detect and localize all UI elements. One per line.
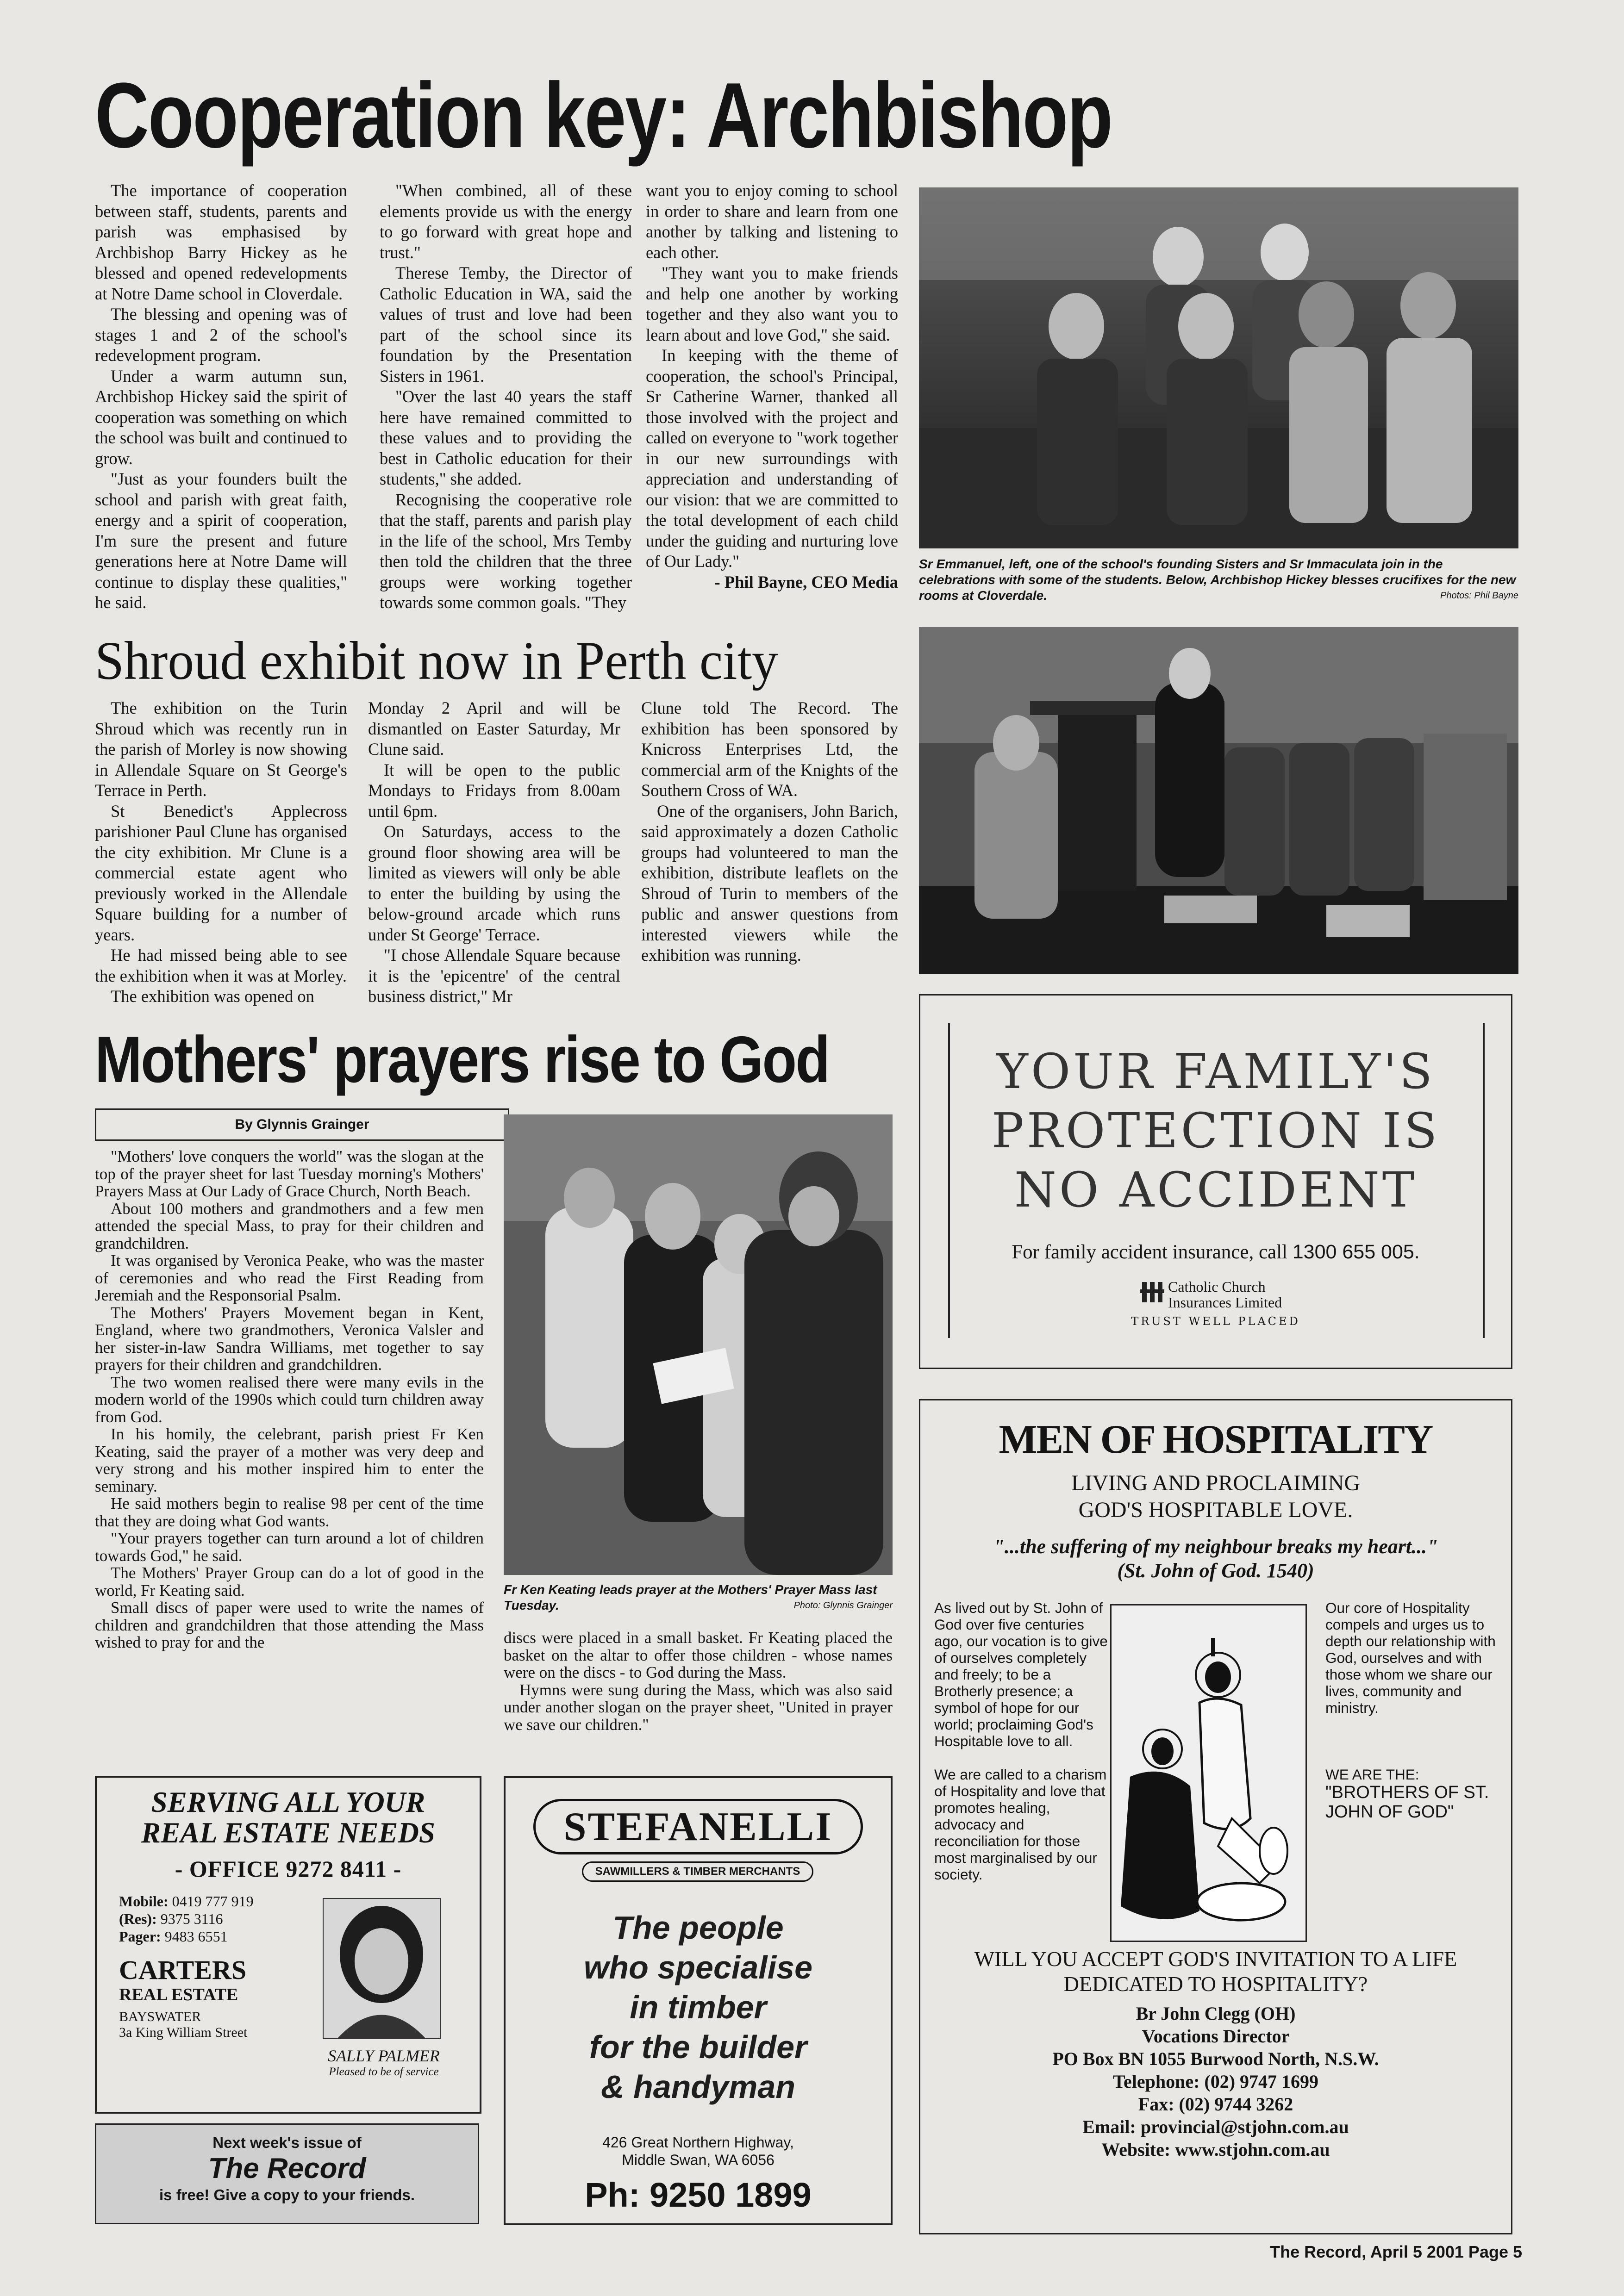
mobile-label: Mobile: [119, 1893, 169, 1910]
ad-insurance-tagline: TRUST WELL PLACED [1131, 1315, 1300, 1328]
ad-re-title [97, 1787, 480, 1848]
ad-insurance[interactable] [919, 994, 1512, 1369]
caption-text: Sr Emmanuel, left, one of the school's founding Sisters and Sr Immaculata join in the celebrations with some of the students. Below, Archbishop Hickey blesses crucifixes for the new rooms at Cloverdale. [919, 557, 1516, 603]
brand-line: Catholic Church [1168, 1278, 1266, 1295]
quote-source: (St. John of God. 1540) [1117, 1559, 1314, 1582]
paragraph: The Mothers' Prayers Movement began in Kent, England, where two grandmothers, Veronica Valsler and her sister-in-law Sandra Williams, met together to say prayers for their children and grandchildren. [95, 1303, 484, 1374]
article3-col1 [95, 1148, 484, 1651]
ad-line: PROTECTION IS [991, 1102, 1440, 1159]
paragraph: Monday 2 April and will be dismantled on Easter Saturday, Mr Clune said. [368, 698, 620, 759]
ad-re-agent [314, 2046, 453, 2078]
brand-line: Insurances Limited [1168, 1294, 1282, 1311]
ad-hosp-invite: WILL YOU ACCEPT GOD'S INVITATION TO A LIFE DEDICATED TO HOSPITALITY? [974, 1947, 1457, 1996]
headline-shroud: Shroud exhibit now in Perth city [95, 630, 778, 691]
ad-insurance-subtext [920, 1241, 1511, 1263]
contact-email[interactable]: Email: provincial@stjohn.com.au [1082, 2116, 1349, 2137]
ad-re-contacts [119, 1892, 254, 1945]
photo-archbishop-image [919, 627, 1518, 974]
photo-credit: Photo: Glynnis Grainger [793, 1600, 893, 1611]
ad-re-address [119, 2009, 247, 2041]
mobile-number[interactable]: 0419 777 919 [172, 1893, 254, 1910]
paragraph: The exhibition on the Turin Shroud which was recently run in the parish of Morley is now showing in Allendale Square on St George's Terrace in Perth. [95, 698, 347, 800]
photo-mothers-image [504, 1114, 893, 1575]
address-line: 426 Great Northern Highway, [602, 2134, 794, 2151]
sub-line: LIVING AND PROCLAIMING [1071, 1471, 1360, 1495]
slogan-line: who specialise [583, 1949, 813, 1985]
text-block: WE ARE THE: [1325, 1766, 1419, 1783]
paragraph: "Your prayers together can turn around a lot of children towards God," he said. [95, 1529, 484, 1565]
ad-insurance-brand [1168, 1279, 1282, 1310]
text-block: Our core of Hospitality compels and urges us to depth our relationship with God, ourselves and with those whom we share our lives, community and ministry. [1325, 1599, 1496, 1716]
phone-number[interactable]: 1300 655 005. [1292, 1241, 1420, 1263]
paragraph: The importance of cooperation between staff, students, parents and parish was emphasised by Archbishop Barry Hickey as he blessed and opened redevelopments at Notre Dame school in Cloverdale. [95, 181, 347, 303]
paragraph: "When combined, all of these elements provide us with the energy to go forward with great hope and trust." [380, 181, 632, 262]
title-line: SERVING ALL YOUR [151, 1786, 425, 1818]
article3-col2 [504, 1629, 893, 1733]
sub-line: GOD'S HOSPITABLE LOVE. [1078, 1498, 1353, 1522]
byline: - Phil Bayne, CEO Media [714, 572, 898, 591]
paragraph: About 100 mothers and grandmothers and a few men attended the special Mass, to pray for their children and grandchildren. [95, 1199, 484, 1252]
paragraph: "Just as your founders built the school and parish with great faith, energy and a spirit of cooperation, I'm sure the present and future generations here at Notre Dame will continue to display these qualities," he said. [95, 469, 347, 612]
ad-line: YOUR FAMILY'S [996, 1043, 1435, 1100]
stefanelli-sub: SAWMILLERS & TIMBER MERCHANTS [582, 1861, 813, 1882]
paragraph: The exhibition was opened on [111, 987, 314, 1006]
paragraph: The blessing and opening was of stages 1 and 2 of the school's redevelopment program. [95, 305, 347, 365]
res-label: (Res): [119, 1910, 157, 1927]
stefanelli-address [506, 2134, 891, 2169]
pager-number[interactable]: 9483 6551 [164, 1928, 228, 1945]
contact-phone[interactable]: Telephone: (02) 9747 1699 [1112, 2071, 1319, 2092]
suburb: BAYSWATER [119, 2009, 201, 2024]
contact-website[interactable]: Website: www.stjohn.com.au [1101, 2139, 1330, 2160]
agent-photo [323, 1898, 441, 2039]
photo-mothers-mass [504, 1114, 893, 1575]
photo-sisters-students [919, 187, 1518, 548]
paragraph: Hymns were sung during the Mass, which was also said under another slogan on the prayer sheet, "United in prayer we save our children." [504, 1680, 893, 1734]
contact-fax: Fax: (02) 9744 3262 [1138, 2094, 1293, 2115]
paragraph: "I chose Allendale Square because it is the 'epicentre' of the central business district," Mr [368, 946, 620, 1006]
ad-line: NO ACCIDENT [1014, 1162, 1418, 1218]
street: 3a King William Street [119, 2025, 248, 2040]
ad-re-brand [119, 1956, 246, 2005]
agent-name: SALLY PALMER [328, 2047, 440, 2065]
contact-role: Vocations Director [1142, 2026, 1290, 2047]
byline: By Glynnis Grainger [235, 1117, 369, 1132]
contact-name: Br John Clegg (OH) [1136, 2003, 1296, 2024]
stefanelli-logo: STEFANELLI [533, 1799, 863, 1854]
stefanelli-slogan [506, 1908, 891, 2107]
ad-hosp-illustration [1110, 1604, 1307, 1942]
stefanelli-phone[interactable]: Ph: 9250 1899 [585, 2176, 812, 2214]
article1-col2 [380, 180, 632, 613]
brand-name: CARTERS [119, 1955, 247, 1985]
ad-hosp-title: MEN OF HOSPITALITY [999, 1417, 1433, 1462]
paragraph: It was organised by Veronica Peake, who was the master of ceremonies and who read the First Reading from Jeremiah and the Responsorial Psalm. [95, 1251, 484, 1304]
paragraph: One of the organisers, John Barich, said approximately a dozen Catholic groups had volunteered to man the exhibition, distribute leaflets on the Shroud of Turin to members of the public and answer questions from interested viewers while the exhibition was running. [641, 801, 898, 964]
st-john-of-god-icon [1112, 1605, 1305, 1941]
paragraph: The Mothers' Prayer Group can do a lot of good in the world, Fr Keating said. [95, 1564, 484, 1599]
slogan-line: in timber [630, 1989, 767, 2025]
promo-record-title: The Record [208, 2153, 366, 2184]
paragraph: discs were placed in a small basket. Fr Keating placed the basket on the altar to offer those children - whose names were on the discs - to God during the Mass. [504, 1629, 893, 1681]
contact-address: PO Box BN 1055 Burwood North, N.S.W. [1052, 2048, 1379, 2069]
promo-line1: Next week's issue of [212, 2134, 362, 2151]
paragraph: He had missed being able to see the exhibition when it was at Morley. [95, 946, 347, 985]
paragraph: Small discs of paper were used to write the names of children and grandchildren that those attending the Mass wished to pray for and the [95, 1599, 484, 1651]
paragraph: It will be open to the public Mondays to Fridays from 8.00am until 6pm. [368, 760, 620, 821]
photo-credit: Photos: Phil Bayne [1440, 591, 1518, 601]
text-block: We are called to a charism of Hospitality and love that promotes healing, advocacy and reconciliation for those most marginalised by our society. [934, 1766, 1107, 1883]
page-footer: The Record, April 5 2001 Page 5 [1270, 2242, 1522, 2261]
text-block: As lived out by St. John of God over five centuries ago, our vocation is to give of ourselves completely and freely; to be a Brotherly presence; a symbol of hope for our world; proclaiming God's Hospitable love to all. [934, 1599, 1108, 1749]
subtext: For family accident insurance, call [1012, 1241, 1293, 1263]
ad-hosp-contact [920, 2002, 1511, 2161]
paragraph: In keeping with the theme of cooperation, the school's Principal, Sr Catherine Warner, thanked all those involved with the project and called on everyone to "work together in our new surroundings with appreciation and understanding of our vision: that we are committed to the total development of each child under the guiding and nurturing love of Our Lady." [646, 346, 898, 571]
ad-hospitality[interactable] [919, 1399, 1512, 2234]
ad-hosp-right-text [1325, 1599, 1504, 1822]
paragraph: Clune told The Record. The exhibition has been sponsored by Knicross Enterprises Ltd, the commercial arm of the Knights of the Southern Cross of WA. [641, 698, 898, 800]
photo-archbishop-blessing [919, 627, 1518, 974]
ad-stefanelli[interactable] [504, 1776, 893, 2225]
headline-mothers-prayers: Mothers' prayers rise to God [95, 1023, 829, 1096]
paragraph: The two women realised there were many evils in the modern world of the 1990s which could turn children away from God. [95, 1373, 484, 1426]
headline-cooperation: Cooperation key: Archbishop [95, 64, 1112, 167]
article2-col3 [641, 698, 898, 966]
caption-text: Fr Ken Keating leads prayer at the Mothers' Prayer Mass last Tuesday. [504, 1582, 877, 1612]
res-number[interactable]: 9375 3116 [160, 1910, 223, 1927]
paragraph: want you to enjoy coming to school in order to share and learn from one another by talking and listening to each other. [646, 181, 898, 262]
brand-sub: REAL ESTATE [119, 1985, 238, 2004]
paragraph: "Mothers' love conquers the world" was the slogan at the top of the prayer sheet for last Tuesday morning's Mothers' Prayers Mass at Our Lady of Grace Church, North Beach. [95, 1147, 484, 1200]
photo-caption-sisters [919, 556, 1518, 604]
ad-insurance-headline [920, 1042, 1511, 1220]
promo-next-issue[interactable] [95, 2123, 479, 2224]
paragraph: On Saturdays, access to the ground floor showing area will be limited as viewers will only be able to enter the building by using the below-ground arcade which runs under St George' Terrace. [368, 822, 620, 944]
slogan-line: The people [612, 1910, 784, 1946]
text-block: "BROTHERS OF ST. JOHN OF GOD" [1325, 1783, 1489, 1822]
article2-col2 [368, 698, 620, 1007]
article2-col1 [95, 698, 347, 1007]
ad-hosp-left-text [934, 1599, 1108, 1883]
paragraph: Therese Temby, the Director of Catholic Education in WA, said the values of trust and love had been part of the school since its foundation by the Presentation Sisters in 1961. [380, 263, 632, 386]
slogan-line: for the builder [589, 2029, 807, 2065]
byline-box [95, 1108, 509, 1141]
promo-line3: is free! Give a copy to your friends. [159, 2186, 415, 2203]
paragraph: "They want you to make friends and help one another by working together and they also want you to learn about and love God," she said. [646, 263, 898, 344]
paragraph: "Over the last 40 years the staff here have remained committed to these values and to providing the best in Catholic education for their students," she added. [380, 387, 632, 488]
paragraph: Recognising the cooperative role that the staff, parents and parish play in the life of the school, Mrs Temby then told the children that the three groups were working together towards some common goals. "They [380, 490, 632, 612]
quote-text: "...the suffering of my neighbour breaks my heart..." [993, 1535, 1438, 1558]
ad-realestate[interactable] [95, 1776, 481, 2114]
ad-hosp-sub [920, 1470, 1511, 1524]
article1-col1 [95, 180, 347, 613]
photo-sisters-students-image [919, 187, 1518, 548]
agent-tagline: Pleased to be of service [329, 2066, 439, 2078]
photo-caption-mothers [504, 1582, 893, 1613]
ad-re-office[interactable]: - OFFICE 9272 8411 - [175, 1856, 402, 1882]
paragraph: In his homily, the celebrant, parish priest Fr Ken Keating, said the prayer of a mother was very deep and very strong and his mother inspired him to enter the seminary. [95, 1425, 484, 1495]
paragraph: Under a warm autumn sun, Archbishop Hickey said the spirit of cooperation was something on which the school was built and continued to grow. [95, 366, 347, 468]
cci-logo-icon [1140, 1280, 1164, 1304]
slogan-line: & handyman [600, 2069, 796, 2105]
pager-label: Pager: [119, 1928, 161, 1945]
paragraph: He said mothers begin to realise 98 per cent of the time that they are doing what God wants. [95, 1494, 484, 1530]
paragraph: St Benedict's Applecross parishioner Paul Clune has organised the city exhibition. Mr Clune is a commercial estate agent who previously worked in the Allendale Square building for a number of years. [95, 801, 347, 944]
address-line: Middle Swan, WA 6056 [622, 2152, 775, 2168]
ad-hosp-quote [920, 1535, 1511, 1583]
title-line: REAL ESTATE NEEDS [141, 1817, 435, 1849]
article1-col3 [646, 180, 898, 592]
